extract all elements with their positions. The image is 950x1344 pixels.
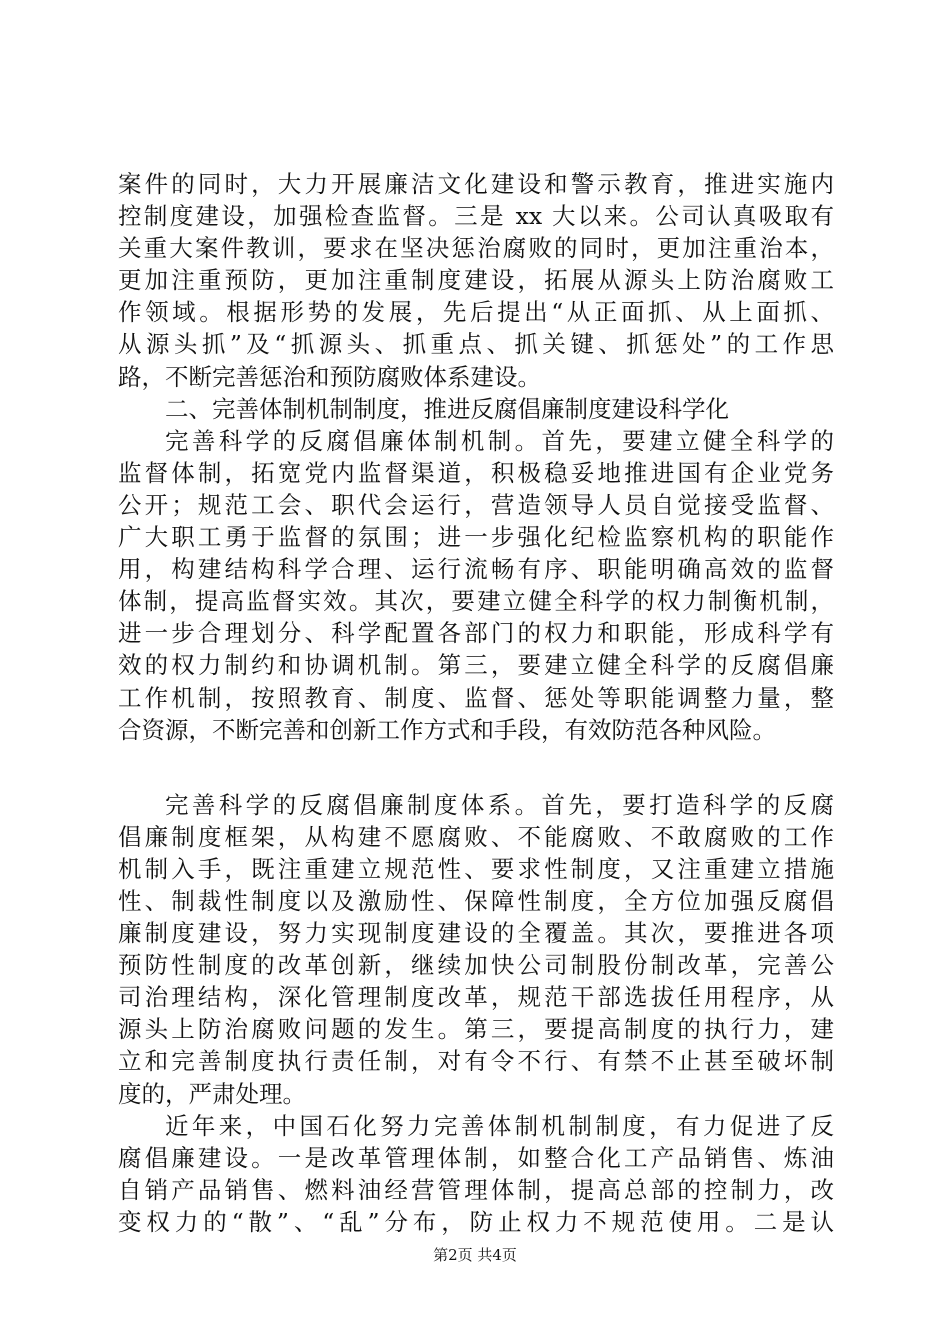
text-line: 机制入手，既注重建立规范性、要求性制度，又注重建立措施 — [118, 854, 834, 883]
text-line: 度的，严肃处理。 — [118, 1079, 306, 1108]
text-line: 近年来，中国石化努力完善体制机制制度，有力促进了反 — [165, 1111, 834, 1140]
text-line: 倡廉制度框架，从构建不愿腐败、不能腐败、不敢腐败的工作 — [118, 822, 834, 851]
text-line: 立和完善制度执行责任制，对有令不行、有禁不止甚至破坏制 — [118, 1047, 834, 1076]
text-line: 完善科学的反腐倡廉体制机制。首先，要建立健全科学的 — [165, 426, 834, 455]
paragraph-3 — [118, 789, 834, 1110]
text-line: 公开；规范工会、职代会运行，营造领导人员自觉接受监督、 — [118, 490, 834, 519]
text-line: 工作机制，按照教育、制度、监督、惩处等职能调整力量，整 — [118, 683, 834, 712]
text-line: 廉制度建设，努力实现制度建设的全覆盖。其次，要推进各项 — [118, 919, 834, 948]
text-line: 作领域。根据形势的发展，先后提出“从正面抓、从上面抓、 — [118, 298, 834, 327]
page-number-footer: 第2页 共4页 — [433, 1246, 517, 1264]
text-line: 自销产品销售、燃料油经营管理体制，提高总部的控制力，改 — [118, 1175, 834, 1204]
text-line: 用，构建结构科学合理、运行流畅有序、职能明确高效的监督 — [118, 555, 834, 584]
document-body — [118, 168, 834, 1238]
text-line: 变权力的“散”、“乱”分布，防止权力不规范使用。二是认 — [118, 1207, 834, 1236]
paragraph-2 — [118, 425, 834, 746]
text-line: 性、制裁性制度以及激励性、保障性制度，全方位加强反腐倡 — [118, 886, 834, 915]
text-line: 从源头抓”及“抓源头、抓重点、抓关键、抓惩处”的工作思 — [118, 330, 834, 359]
section-heading: 二、完善体制机制制度，推进反腐倡廉制度建设科学化 — [165, 394, 729, 423]
text-line: 案件的同时，大力开展廉洁文化建设和警示教育，推进实施内 — [118, 170, 834, 198]
text-line: 完善科学的反腐倡廉制度体系。首先，要打造科学的反腐 — [165, 790, 834, 819]
text-line: 更加注重预防，更加注重制度建设，拓展从源头上防治腐败工 — [118, 266, 834, 295]
text-line: 腐倡廉建设。一是改革管理体制，如整合化工产品销售、炼油 — [118, 1143, 834, 1172]
text-line: 效的权力制约和协调机制。第三，要建立健全科学的反腐倡廉 — [118, 651, 834, 680]
text-line: 进一步合理划分、科学配置各部门的权力和职能，形成科学有 — [118, 619, 834, 648]
paragraph-spacer — [118, 746, 834, 789]
text-line: 预防性制度的改革创新，继续加快公司制股份制改革，完善公 — [118, 951, 834, 980]
paragraph-4 — [118, 1110, 834, 1238]
text-line: 路，不断完善惩治和预防腐败体系建设。 — [118, 362, 541, 391]
text-line: 控制度建设，加强检查监督。三是 xx 大以来。公司认真吸取有 — [118, 202, 834, 231]
text-line: 监督体制，拓宽党内监督渠道，积极稳妥地推进国有企业党务 — [118, 458, 834, 487]
text-line: 关重大案件教训，要求在坚决惩治腐败的同时，更加注重治本， — [118, 234, 834, 263]
text-line: 合资源，不断完善和创新工作方式和手段，有效防范各种风险。 — [118, 715, 776, 744]
paragraph-1 — [118, 168, 834, 393]
text-line: 广大职工勇于监督的氛围；进一步强化纪检监察机构的职能作 — [118, 523, 834, 552]
text-line: 司治理结构，深化管理制度改革，规范干部选拔任用程序，从 — [118, 983, 834, 1012]
text-line: 源头上防治腐败问题的发生。第三，要提高制度的执行力，建 — [118, 1015, 834, 1044]
text-line: 体制，提高监督实效。其次，要建立健全科学的权力制衡机制， — [118, 587, 834, 616]
